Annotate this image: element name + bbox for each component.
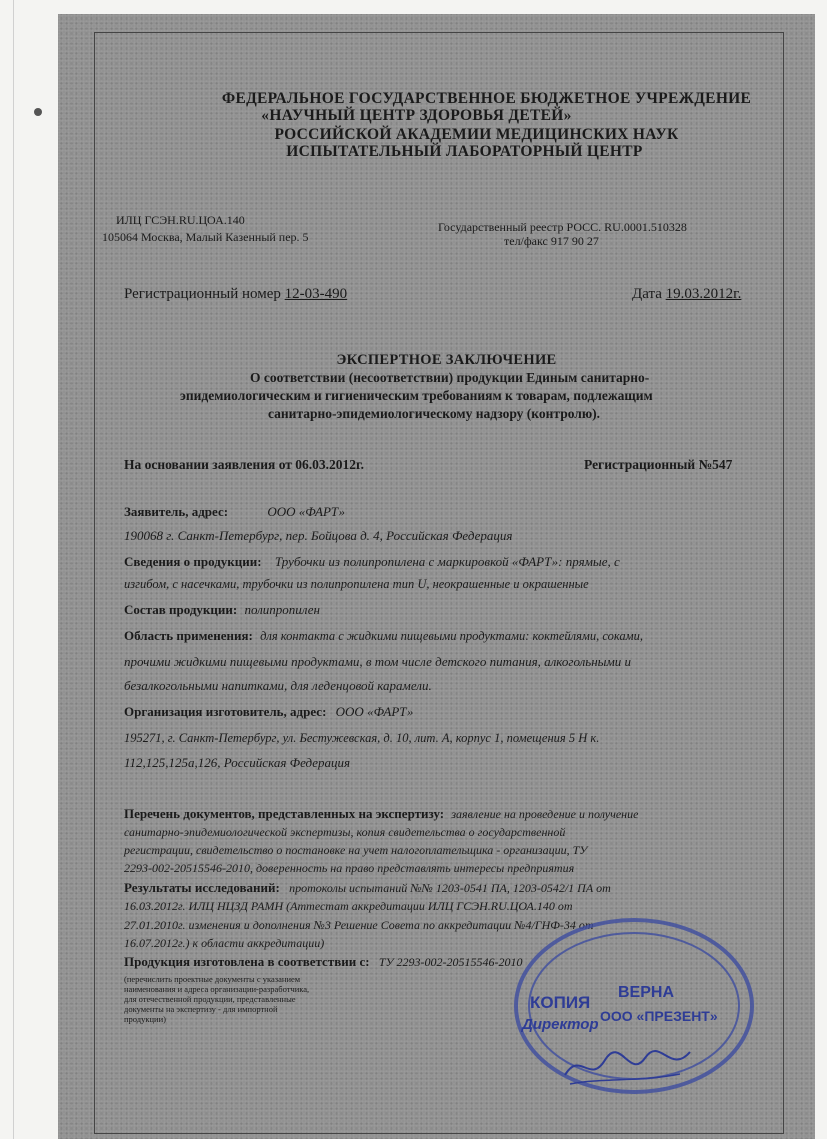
application-row [124, 628, 814, 644]
application-value-1: для контакта с жидкими пищевыми продуктами: коктейлями, соками, [260, 629, 644, 643]
registration-number: 12-03-490 [284, 286, 348, 302]
applicant-row [124, 504, 814, 520]
results-value-1: протоколы испытаний №№ 1203-0541 ПА, 1203-0542/1 ПА от [289, 881, 611, 895]
registration-row [124, 286, 347, 303]
applicant-name: ООО «ФАРТ» [267, 504, 345, 519]
applicant-label: Заявитель, адрес: [124, 504, 229, 519]
stamp-director-text: Директор [522, 1016, 599, 1033]
org-address: 105064 Москва, Малый Казенный пер. 5 [102, 230, 309, 244]
fine-print [124, 974, 384, 1024]
composition-label: Состав продукции: [124, 602, 238, 617]
registration-label: Регистрационный номер [124, 286, 281, 302]
fine-print-line-2: наименования и адреса организации-разработчика, [124, 984, 310, 994]
state-register: Государственный реестр РОСС. RU.0001.510328 [438, 220, 687, 234]
made-per-label: Продукция изготовлена в соответствии с: [124, 954, 370, 969]
org-phone: тел/факс 917 90 27 [504, 234, 599, 248]
title-sub-1: О соответствии (несоответствии) продукции Единым санитарно- [250, 370, 650, 385]
title-sub-2: эпидемиологическим и гигиеническим требованиям к товарам, подлежащим [180, 388, 653, 403]
date-label: Дата [632, 286, 662, 302]
signature-icon [560, 1040, 700, 1090]
stamp-org-text: ООО «ПРЕЗЕНТ» [600, 1008, 718, 1024]
stamp-copy-text: КОПИЯ [530, 993, 591, 1012]
manufacturer-address-1: 195271, г. Санкт-Петербург, ул. Бестужевская, д. 10, лит. А, корпус 1, помещения 5 Н к. [124, 731, 600, 745]
header-line-3: РОССИЙСКОЙ АКАДЕМИИ МЕДИЦИНСКИХ НАУК [274, 126, 679, 143]
header-line-1: ФЕДЕРАЛЬНОЕ ГОСУДАРСТВЕННОЕ БЮДЖЕТНОЕ УЧРЕЖДЕНИЕ [221, 90, 752, 107]
product-info-value-2: изгибом, с насечками, трубочки из полипропилена тип U, неокрашенные и окрашенные [124, 577, 589, 591]
title-sub-3: санитарно-эпидемиологическому надзору (контролю). [268, 406, 601, 421]
stamp-true-text: ВЕРНА [618, 984, 675, 1001]
manufacturer-name: ООО «ФАРТ» [335, 704, 414, 719]
results-value-4: 16.07.2012г.) к области аккредитации) [124, 936, 325, 950]
composition-row [124, 602, 814, 618]
fine-print-line-5: продукции) [124, 1014, 166, 1024]
date-row [632, 286, 741, 303]
results-label: Результаты исследований: [124, 880, 280, 895]
documents-label: Перечень документов, представленных на экспертизу: [124, 806, 445, 821]
header-line-4: ИСПЫТАТЕЛЬНЫЙ ЛАБОРАТОРНЫЙ ЦЕНТР [286, 143, 643, 160]
results-value-2: 16.03.2012г. ИЛЦ НЦЗД РАМН (Аттестат аккредитации ИЛЦ ГСЭН.RU.ЦОА.140 от [124, 899, 573, 913]
accreditation-number: ИЛЦ ГСЭН.RU.ЦОА.140 [116, 213, 245, 227]
documents-value-2: санитарно-эпидемиологической экспертизы, копия свидетельства о государственной [124, 825, 566, 839]
applicant-address: 190068 г. Санкт-Петербург, пер. Бойцова д. 4, Российская Федерация [124, 528, 513, 543]
registration-date: 19.03.2012г. [665, 286, 742, 302]
basis-registration: Регистрационный №547 [584, 457, 733, 472]
header-line-2: «НАУЧНЫЙ ЦЕНТР ЗДОРОВЬЯ ДЕТЕЙ» [261, 107, 572, 124]
documents-row [124, 806, 814, 822]
manufacturer-address-2: 112,125,125а,126, Российская Федерация [124, 755, 351, 770]
composition-value: полипропилен [244, 602, 320, 617]
page-edge-line [13, 0, 14, 1139]
product-info-row [124, 554, 814, 570]
results-row [124, 880, 814, 896]
fine-print-line-3: для отечественной продукции, представленные [124, 994, 296, 1004]
basis-label: На основании заявления от 06.03.2012г. [124, 457, 365, 472]
manufacturer-label: Организация изготовитель, адрес: [124, 704, 327, 719]
document-title: ЭКСПЕРТНОЕ ЗАКЛЮЧЕНИЕ [336, 352, 557, 368]
made-per-value: ТУ 2293-002-20515546-2010 [378, 955, 523, 969]
product-info-label: Сведения о продукции: [124, 554, 262, 569]
documents-value-1: заявление на проведение и получение [451, 807, 639, 821]
application-label: Область применения: [124, 628, 253, 643]
manufacturer-row [124, 704, 814, 720]
application-value-3: безалкогольными напитками, для леденцовой карамели. [124, 678, 432, 693]
application-value-2: прочими жидкими пищевыми продуктами, в том числе детского питания, алкогольными и [124, 654, 632, 669]
results-value-3: 27.01.2010г. изменения и дополнения №3 Решение Совета по аккредитации №4/ГНФ-34 от [124, 918, 594, 932]
documents-value-4: 2293-002-20515546-2010, доверенность на право представлять интересы предприятия [124, 861, 575, 875]
fine-print-line-1: (перечислить проектные документы с указанием [124, 974, 301, 984]
product-info-value-1: Трубочки из полипропилена с маркировкой «ФАРТ»: прямые, с [274, 554, 620, 569]
fine-print-line-4: документы на экспертизу - для импортной [124, 1004, 278, 1014]
documents-value-3: регистрации, свидетельство о постановке на учет налогоплательщика - организации, ТУ [124, 843, 588, 857]
